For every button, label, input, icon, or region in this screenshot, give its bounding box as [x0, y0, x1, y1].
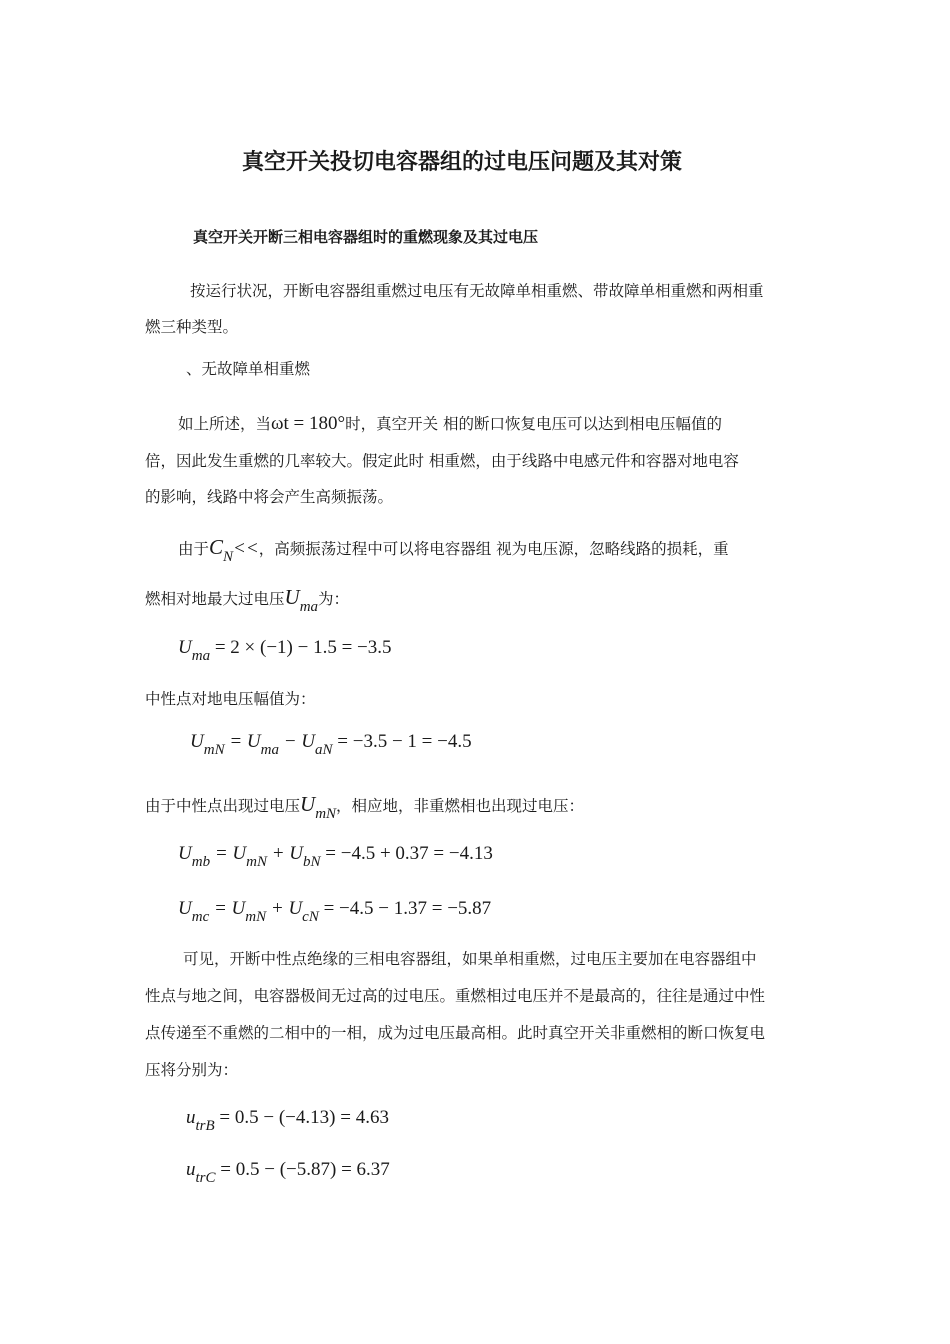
- equation-u-ma: $U_{ma} = 2 \times (-1) - 1.5 = -3.5$: [178, 637, 392, 664]
- equation-u-mc: $U_{mc} = U_{mN} + U_{cN} = -4.5 - 1.37 = -5.87$: [178, 898, 492, 925]
- para-3-line-2: [145, 585, 349, 616]
- para-4-prefix: 由于中性点出现过电压: [145, 797, 301, 815]
- item-1-heading: 、无故障单相重燃: [186, 360, 311, 378]
- equation-u-trb: $u_{trB} = 0.5 - (-4.13) = 4.63$: [186, 1107, 389, 1134]
- para-5-line-3: 点传递至不重燃的二相中的一相，成为过电压最高相。此时真空开关非重燃相的断口恢复电: [145, 1024, 766, 1042]
- intro-line-2: 燃三种类型。: [145, 318, 239, 336]
- para-3-line-1: [178, 535, 729, 566]
- para-5-line-1: 可见，开断中性点绝缘的三相电容器组，如果单相重燃，过电压主要加在电容器组中: [183, 950, 757, 968]
- equation-u-trc: $u_{trC} = 0.5 - (-5.87) = 6.37$: [186, 1159, 390, 1186]
- section-heading: 真空开关开断三相电容器组时的重燃现象及其过电压: [193, 228, 539, 246]
- para-3-suffix: ，高频振荡过程中可以将电容器组 视为电压源，忽略线路的损耗，重: [258, 540, 729, 558]
- para-4: [145, 792, 584, 823]
- page-title: 真空开关投切电容器组的过电压问题及其对策: [242, 150, 683, 175]
- equation-u-mb: $U_{mb} = U_{mN} + U_{bN} = -4.5 + 0.37 = -4.13$: [178, 843, 493, 870]
- para-2-suffix: 时，真空开关 相的断口恢复电压可以达到相电压幅值的: [345, 415, 723, 433]
- para-3-prefix: 由于: [178, 540, 210, 558]
- u-ma-symbol: $U_{ma}$: [284, 585, 319, 615]
- omega-t-formula: ωt = 180°: [271, 413, 346, 434]
- para-3-line-2-prefix: 燃相对地最大过电压: [145, 590, 285, 608]
- para-2-prefix: 如上所述，当: [178, 415, 272, 433]
- para-2-line-1: [178, 413, 722, 436]
- para-4-suffix: ，相应地，非重燃相也出现过电压：: [336, 797, 585, 815]
- para-5-line-4: 压将分别为：: [145, 1061, 239, 1079]
- para-2-line-2: 倍，因此发生重燃的几率较大。假定此时 相重燃，由于线路中电感元件和容器对地电容: [145, 452, 739, 470]
- much-less-than: <<: [233, 538, 259, 559]
- u-mn-symbol: $U_{mN}$: [300, 792, 337, 822]
- equation-u-mn: $U_{mN} = U_{ma} - U_{aN} = -3.5 - 1 = -4.5$: [190, 731, 472, 758]
- para-3-line-2-suffix: 为：: [318, 590, 350, 608]
- para-5-line-2: 性点与地之间，电容器极间无过高的过电压。重燃相过电压并不是最高的，往往是通过中性: [145, 987, 766, 1005]
- para-2-line-3: 的影响，线路中将会产生高频振荡。: [145, 488, 394, 506]
- cn-symbol: $C_N$: [209, 535, 234, 565]
- intro-line-1: 按运行状况，开断电容器组重燃过电压有无故障单相重燃、带故障单相重燃和两相重: [190, 282, 764, 300]
- neutral-voltage-label: 中性点对地电压幅值为：: [145, 690, 316, 708]
